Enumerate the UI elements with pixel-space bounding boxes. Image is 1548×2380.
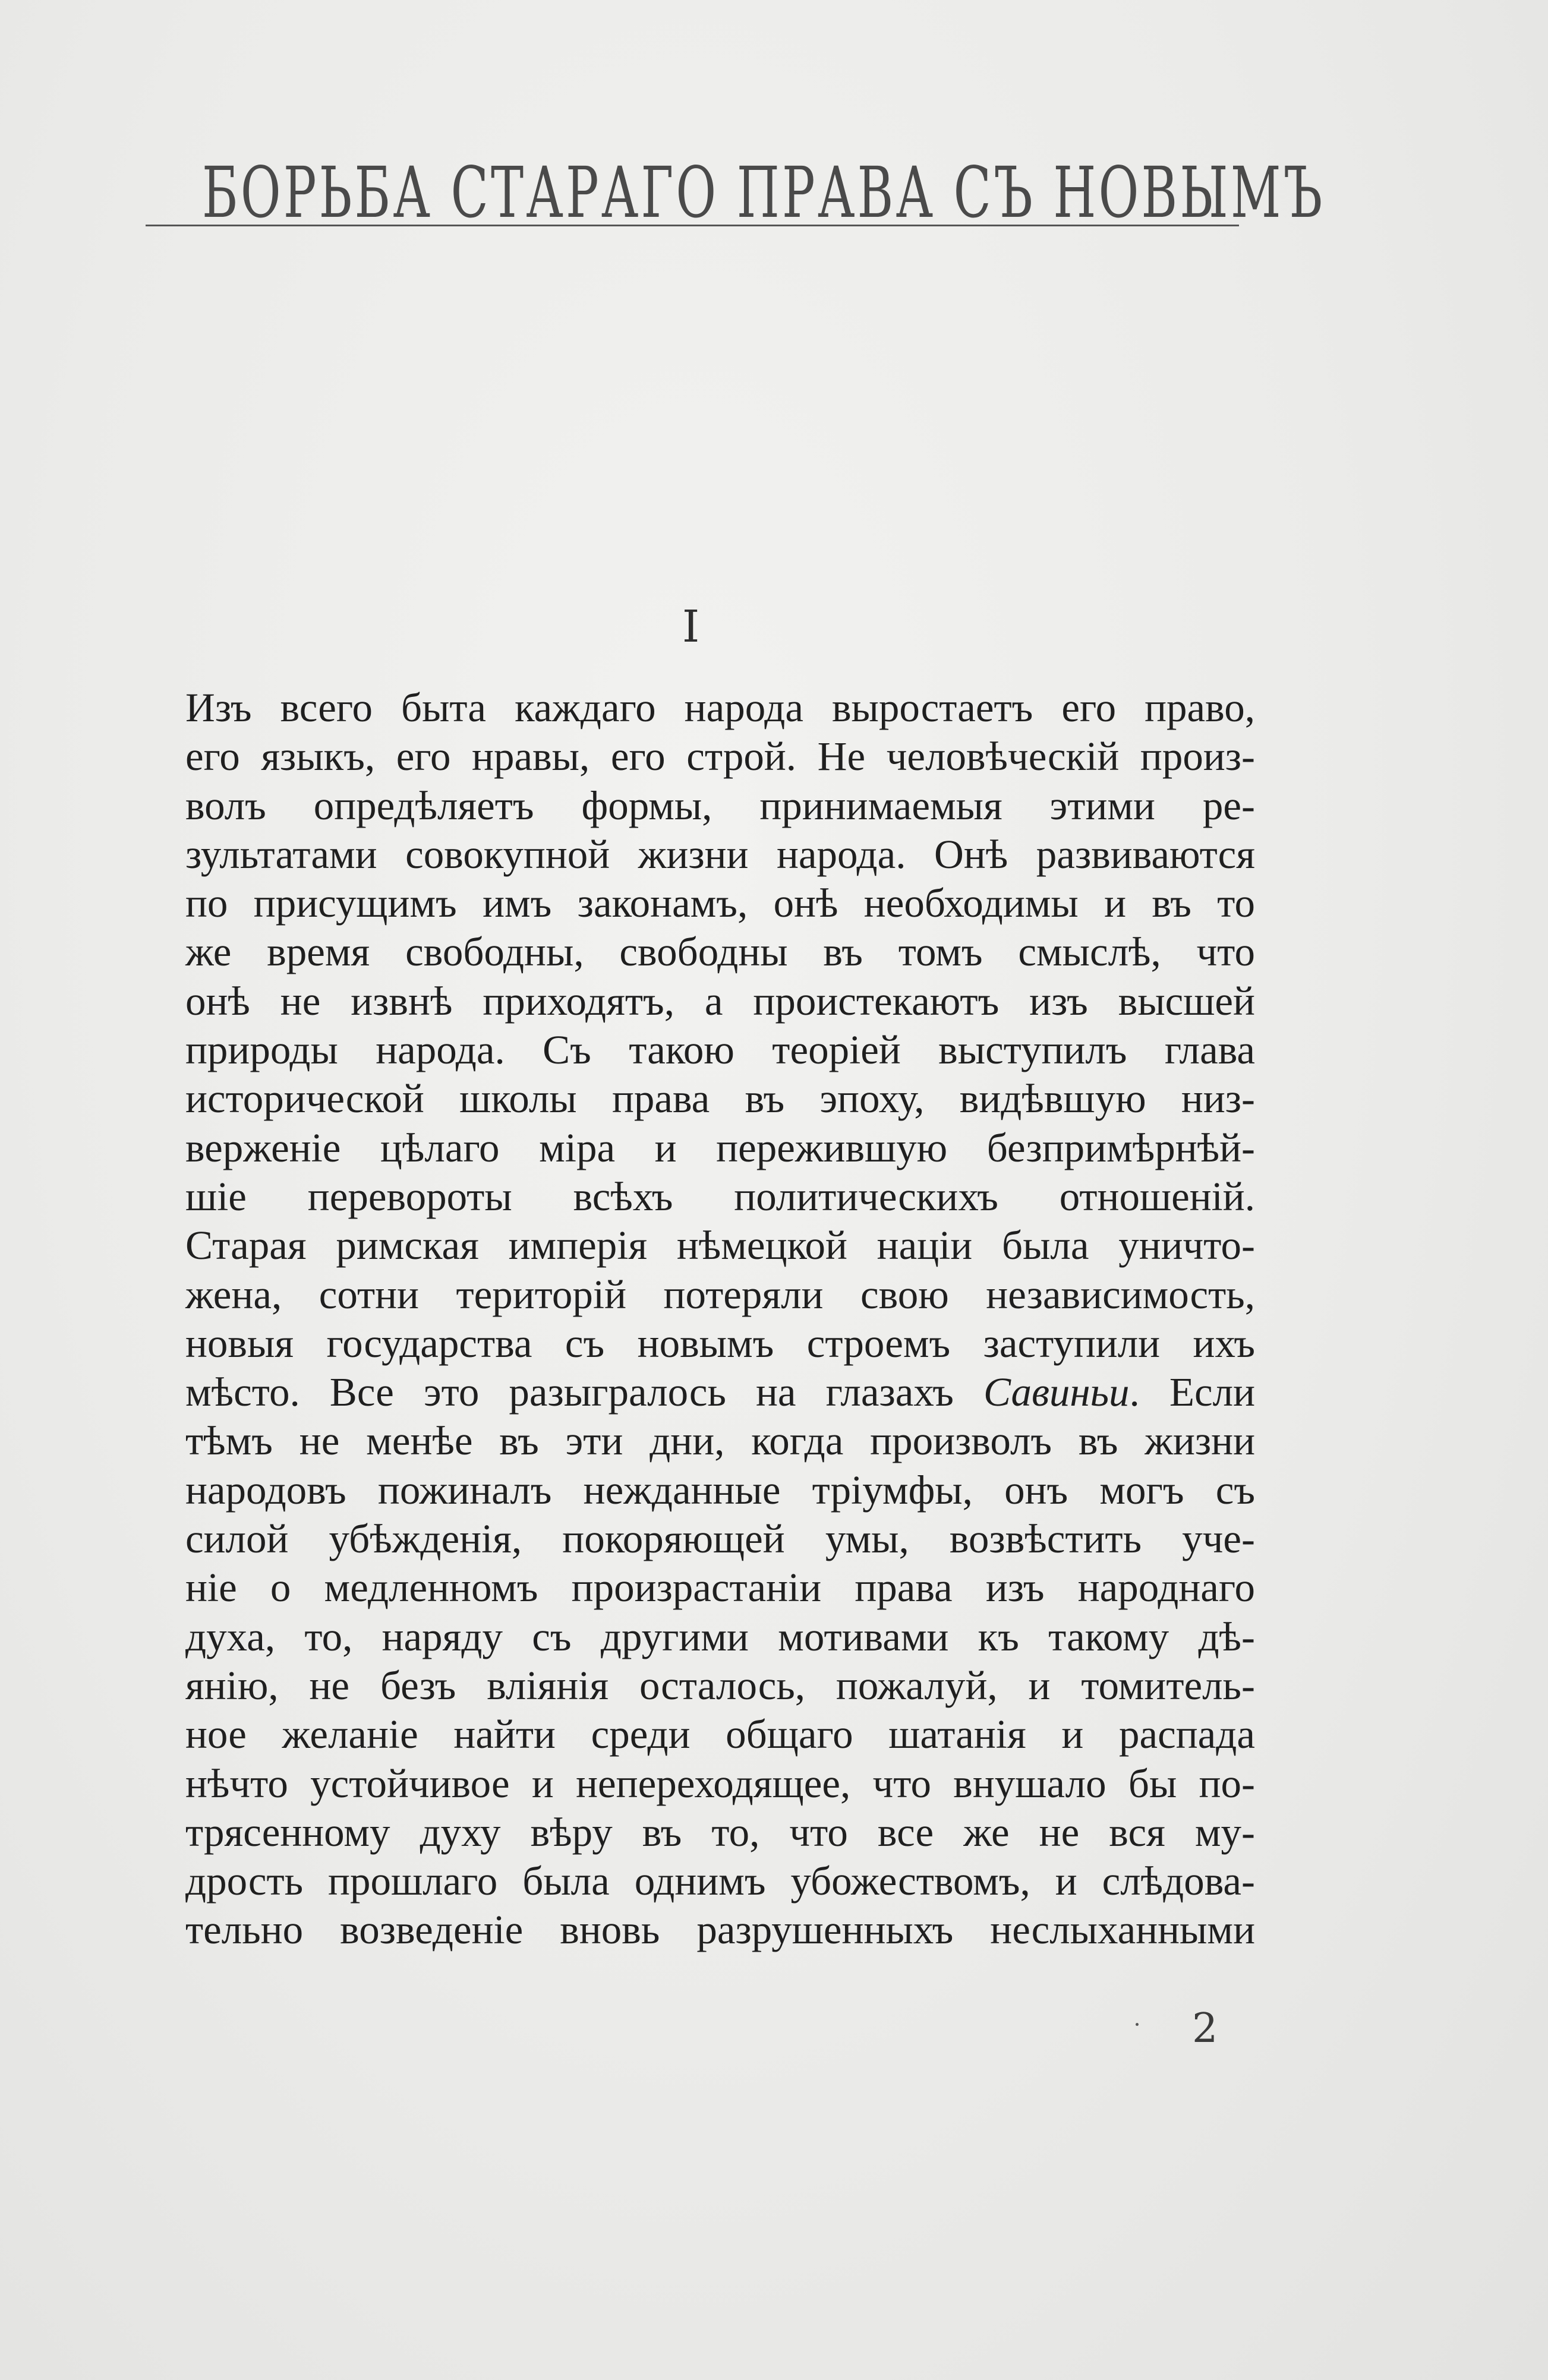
text-line: янiю, не безъ влiянiя осталось, пожалуй, и томитель-: [185, 1662, 1255, 1708]
text-line: нѣчто устойчивое и непереходящее, что внушало бы по-: [185, 1760, 1255, 1806]
text-line: по присущимъ имъ законамъ, онѣ необходимы и въ то: [185, 880, 1255, 926]
text-line: тельно возведенiе вновь разрушенныхъ неслыханными: [185, 1907, 1255, 1953]
text-line: его языкъ, его нравы, его строй. Не человѣческiй произ-: [185, 734, 1255, 779]
section-number: I: [682, 601, 700, 652]
text-line: силой убѣжденiя, покоряющей умы, возвѣстить уче-: [185, 1516, 1255, 1562]
text-line: народовъ пожиналъ нежданные трiумфы, онъ могъ съ: [185, 1467, 1255, 1513]
chapter-title: БОРЬБА СТАРАГО ПРАВА СЪ НОВЫМЪ: [202, 151, 1325, 233]
text-line: природы народа. Съ такою теорiей выступилъ глава: [185, 1027, 1255, 1073]
text-line: онѣ не извнѣ приходятъ, а проистекаютъ изъ высшей: [185, 978, 1255, 1024]
text-line: волъ опредѣляетъ формы, принимаемыя этими ре-: [185, 782, 1255, 828]
text-line: же время свободны, свободны въ томъ смыслѣ, что: [185, 929, 1255, 975]
text-line: зультатами совокупной жизни народа. Онѣ развиваются: [185, 831, 1255, 877]
margin-dot: [1136, 2023, 1139, 2026]
text-line: тѣмъ не менѣе въ эти дни, когда произволъ въ жизни: [185, 1418, 1255, 1464]
text-line: Старая римская имперiя нѣмецкой нацiи была уничто-: [185, 1223, 1255, 1268]
text-line: исторической школы права въ эпоху, видѣвшую низ-: [185, 1076, 1255, 1122]
text-line: Изъ всего быта каждаго народа выростаетъ его право,: [185, 685, 1255, 730]
text-line: верженiе цѣлаго мiра и пережившую безпримѣрнѣй-: [185, 1125, 1255, 1170]
text-line: шiе перевороты всѣхъ политическихъ отношенiй.: [185, 1173, 1255, 1219]
text-line: новыя государства съ новымъ строемъ заступили ихъ: [185, 1320, 1255, 1366]
text-line: ное желанiе найти среди общаго шатанiя и распада: [185, 1712, 1255, 1757]
body-text: [185, 683, 1255, 1955]
text-line: духа, то, наряду съ другими мотивами къ такому дѣ-: [185, 1614, 1255, 1659]
text-line: трясенному духу вѣру въ то, что все же не вся му-: [185, 1809, 1255, 1855]
text-line: мѣсто. Все это разыгралось на глазахъ Савиньи. Если: [185, 1369, 1255, 1415]
page-number: 2: [1192, 2005, 1218, 2052]
text-line: нiе о медленномъ произрастанiи права изъ народнаго: [185, 1565, 1255, 1611]
italic-name: Савиньи: [983, 1369, 1130, 1415]
title-rule: [146, 225, 1239, 226]
text-line: жена, сотни територiй потеряли свою независимость,: [185, 1271, 1255, 1317]
text-line: дрость прошлаго была однимъ убожествомъ, и слѣдова-: [185, 1858, 1255, 1904]
